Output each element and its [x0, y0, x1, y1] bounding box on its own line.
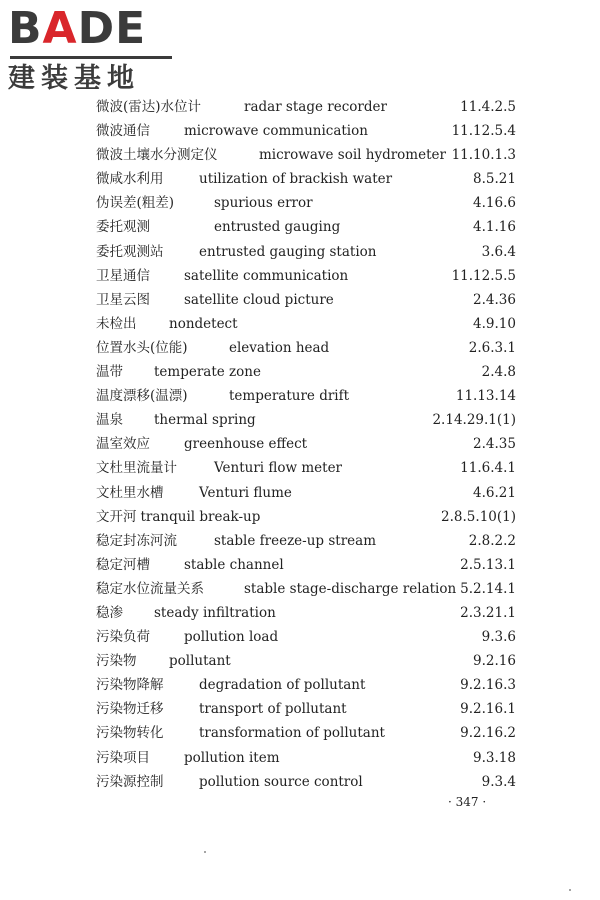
- entry-english-term: transport of pollutant: [199, 701, 347, 718]
- glossary-entry: [96, 746, 516, 770]
- entry-section-number: 2.4.8: [481, 364, 516, 381]
- entry-section-number: 11.12.5.4: [451, 123, 516, 140]
- entry-english-term: entrusted gauging station: [199, 243, 377, 260]
- entry-chinese-term: 伪误差(粗差): [96, 195, 175, 212]
- glossary-entry: [96, 408, 516, 432]
- entry-section-number: 9.3.4: [481, 773, 516, 790]
- entry-chinese-term: 文杜里水槽: [96, 484, 164, 501]
- entry-chinese-term: 文杜里流量计: [96, 460, 177, 477]
- entry-chinese-term: 稳渗: [96, 604, 123, 621]
- entry-english-term: pollution source control: [199, 773, 363, 790]
- glossary-entry: [96, 264, 516, 288]
- entry-section-number: 2.6.3.1: [468, 339, 516, 356]
- logo-subtitle: 建装基地: [8, 63, 140, 94]
- entry-english-term: elevation head: [229, 339, 330, 356]
- glossary-entry: [96, 432, 516, 456]
- glossary-entry: [96, 505, 516, 529]
- entry-chinese-term: 温室效应: [96, 436, 150, 453]
- entry-section-number: 9.2.16.3: [460, 677, 516, 694]
- entry-english-term: temperate zone: [154, 364, 261, 381]
- entry-chinese-term: 温泉: [96, 412, 123, 429]
- entry-chinese-term: 卫星通信: [96, 267, 150, 284]
- scan-speck: [204, 851, 206, 853]
- glossary-entry: [96, 312, 516, 336]
- logo: [8, 4, 178, 96]
- entry-english-term: tranquil break-up: [140, 508, 261, 525]
- entry-section-number: 11.6.4.1: [460, 460, 516, 477]
- entry-section-number: 2.8.2.2: [468, 532, 516, 549]
- entry-english-term: nondetect: [169, 315, 238, 332]
- entry-chinese-term: 位置水头(位能): [96, 339, 188, 356]
- entry-chinese-term: 污染负荷: [96, 629, 150, 646]
- entry-english-term: entrusted gauging: [214, 219, 341, 236]
- entry-english-term: Venturi flow meter: [214, 460, 343, 477]
- entry-section-number: 2.5.13.1: [460, 556, 516, 573]
- entry-english-term: Venturi flume: [199, 484, 292, 501]
- entry-english-term: stable channel: [184, 556, 284, 573]
- glossary-entry: [96, 770, 516, 794]
- entry-english-term: transformation of pollutant: [199, 725, 385, 742]
- entry-english-term: greenhouse effect: [184, 436, 308, 453]
- entry-chinese-term: 污染源控制: [96, 773, 164, 790]
- glossary-entry: [96, 240, 516, 264]
- glossary-entry: [96, 649, 516, 673]
- entry-english-term: degradation of pollutant: [199, 677, 366, 694]
- entry-english-term: stable freeze-up stream: [214, 532, 377, 549]
- entry-chinese-term: 污染物迁移: [96, 701, 164, 718]
- entry-chinese-term: 文开河: [96, 508, 137, 525]
- glossary-entry: [96, 336, 516, 360]
- glossary-entry: [96, 119, 516, 143]
- entry-chinese-term: 委托观测站: [96, 243, 164, 260]
- entry-english-term: radar stage recorder: [244, 99, 387, 115]
- glossary-entry: [96, 215, 516, 239]
- entry-section-number: 3.6.4: [481, 243, 516, 260]
- entry-english-term: microwave communication: [184, 123, 368, 140]
- glossary-entry: [96, 577, 516, 601]
- entry-english-term: microwave soil hydrometer: [259, 147, 446, 164]
- entry-english-term: stable stage-discharge relation: [244, 580, 457, 597]
- glossary-list: [96, 95, 516, 794]
- entry-english-term: thermal spring: [154, 412, 256, 429]
- entry-chinese-term: 污染物转化: [96, 725, 164, 742]
- entry-english-term: steady infiltration: [154, 604, 276, 621]
- entry-section-number: 8.5.21: [473, 171, 516, 188]
- entry-chinese-term: 污染物: [96, 653, 137, 670]
- entry-english-term: satellite communication: [184, 267, 349, 284]
- glossary-entry: [96, 625, 516, 649]
- entry-section-number: 11.4.2.5: [460, 99, 516, 115]
- logo-divider: [10, 56, 172, 59]
- logo-accent-letter: A: [42, 3, 78, 54]
- glossary-entry: [96, 456, 516, 480]
- glossary-entry: [96, 721, 516, 745]
- glossary-entry: [96, 384, 516, 408]
- entry-chinese-term: 稳定河槽: [96, 556, 150, 573]
- entry-chinese-term: 微波土壤水分测定仪: [96, 147, 218, 164]
- entry-section-number: 9.3.18: [473, 749, 516, 766]
- entry-chinese-term: 微波(雷达)水位计: [96, 99, 202, 115]
- glossary-entry: [96, 167, 516, 191]
- entry-section-number: 4.9.10: [473, 315, 516, 332]
- glossary-entry: [96, 529, 516, 553]
- entry-english-term: temperature drift: [229, 388, 350, 405]
- entry-section-number: 5.2.14.1: [460, 580, 516, 597]
- glossary-entry: [96, 697, 516, 721]
- entry-section-number: 11.13.14: [455, 388, 516, 405]
- entry-section-number: 2.8.5.10(1): [441, 508, 516, 525]
- glossary-entry: [96, 288, 516, 312]
- entry-section-number: 11.10.1.3: [451, 147, 516, 164]
- glossary-entry: [96, 95, 516, 119]
- entry-section-number: 9.2.16.2: [460, 725, 516, 742]
- entry-chinese-term: 稳定封冻河流: [96, 532, 177, 549]
- entry-english-term: spurious error: [214, 195, 313, 212]
- entry-english-term: pollution load: [184, 629, 279, 646]
- entry-chinese-term: 未检出: [96, 315, 137, 332]
- entry-section-number: 2.4.36: [473, 291, 516, 308]
- glossary-entry: [96, 601, 516, 625]
- entry-chinese-term: 微咸水利用: [96, 171, 164, 188]
- entry-section-number: 9.2.16: [473, 653, 516, 670]
- glossary-entry: [96, 481, 516, 505]
- entry-section-number: 2.14.29.1(1): [432, 412, 516, 429]
- entry-chinese-term: 卫星云图: [96, 291, 150, 308]
- scan-speck: [569, 889, 571, 891]
- entry-english-term: pollutant: [169, 653, 231, 670]
- entry-section-number: 2.3.21.1: [460, 604, 516, 621]
- logo-wordmark: BADE: [8, 3, 147, 54]
- entry-chinese-term: 污染物降解: [96, 677, 164, 694]
- entry-section-number: 9.3.6: [481, 629, 516, 646]
- entry-chinese-term: 委托观测: [96, 219, 150, 236]
- entry-chinese-term: 微波通信: [96, 123, 150, 140]
- entry-section-number: 4.6.21: [473, 484, 516, 501]
- page-number: · 347 ·: [448, 795, 487, 809]
- entry-chinese-term: 温带: [96, 364, 123, 381]
- entry-chinese-term: 污染项目: [96, 749, 150, 766]
- entry-section-number: 2.4.35: [473, 436, 516, 453]
- entry-english-term: pollution item: [184, 749, 280, 766]
- glossary-entry: [96, 553, 516, 577]
- glossary-entry: [96, 360, 516, 384]
- entry-english-term: utilization of brackish water: [199, 171, 393, 188]
- entry-chinese-term: 稳定水位流量关系: [96, 580, 204, 597]
- entry-section-number: 4.16.6: [473, 195, 516, 212]
- entry-section-number: 11.12.5.5: [451, 267, 516, 284]
- entry-english-term: satellite cloud picture: [184, 291, 334, 308]
- glossary-entry: [96, 191, 516, 215]
- entry-section-number: 4.1.16: [473, 219, 516, 236]
- entry-chinese-term: 温度漂移(温漂): [96, 388, 188, 405]
- entry-section-number: 9.2.16.1: [460, 701, 516, 718]
- glossary-entry: [96, 673, 516, 697]
- glossary-entry: [96, 143, 516, 167]
